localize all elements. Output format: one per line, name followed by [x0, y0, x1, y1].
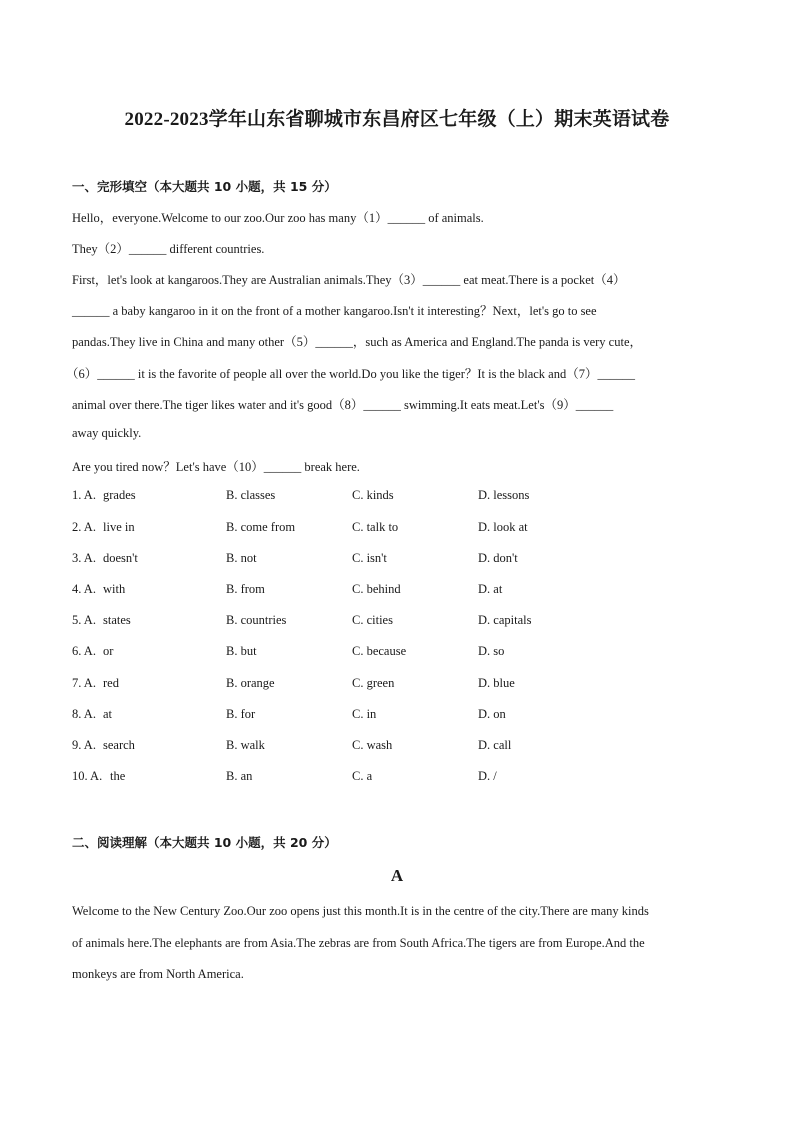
option-a: the — [110, 769, 126, 783]
option-b: B. classes — [226, 488, 276, 502]
option-c: C. in — [352, 707, 377, 721]
option-d: D. capitals — [478, 613, 532, 627]
option-a: with — [103, 582, 126, 596]
passage-line: Hello，everyone.Welcome to our zoo.Our zoo has many（1）______ of animals. — [72, 211, 484, 225]
option-a: live in — [103, 520, 135, 534]
option-c: C. a — [352, 769, 373, 783]
question-number: 2. A. — [72, 520, 96, 534]
option-d: D. / — [478, 769, 497, 783]
option-c: C. kinds — [352, 488, 394, 502]
option-c: C. green — [352, 676, 395, 690]
question-number: 7. A. — [72, 676, 96, 690]
option-b: B. walk — [226, 738, 265, 752]
question-number: 9. A. — [72, 738, 96, 752]
reading-passage-line: of animals here.The elephants are from Asia.The zebras are from South Africa.The tigers are from Europe.And the — [72, 936, 645, 950]
question-number: 10. A. — [72, 769, 103, 783]
question-number: 5. A. — [72, 613, 96, 627]
option-b: B. countries — [226, 613, 287, 627]
option-a: doesn't — [103, 551, 138, 565]
option-d: D. lessons — [478, 488, 530, 502]
option-a: red — [103, 676, 119, 690]
passage-line: They（2）______ different countries. — [72, 242, 265, 256]
page-title: 2022-2023学年山东省聊城市东昌府区七年级（上）期末英语试卷 — [124, 109, 670, 130]
passage-line: Are you tired now？Let's have（10）______ break here. — [72, 460, 360, 474]
option-b: B. for — [226, 707, 256, 721]
option-a: grades — [103, 488, 136, 502]
passage-line: pandas.They live in China and many other（5）______，such as America and England.The panda is very cute， — [72, 335, 642, 349]
passage-line: First，let's look at kangaroos.They are Australian animals.They（3）______ eat meat.There is a pocket（4） — [72, 273, 626, 287]
option-c: C. wash — [352, 738, 393, 752]
passage-part-label: A — [390, 866, 404, 885]
question-number: 6. A. — [72, 644, 96, 658]
section-1-heading: 一、完形填空（本大题共 10 小题，共 15 分） — [72, 179, 337, 194]
question-number: 8. A. — [72, 707, 96, 721]
option-c: C. cities — [352, 613, 393, 627]
option-d: D. on — [478, 707, 506, 721]
option-c: C. isn't — [352, 551, 387, 565]
option-b: B. come from — [226, 520, 296, 534]
question-number: 1. A. — [72, 488, 96, 502]
reading-passage-line: monkeys are from North America. — [72, 967, 244, 981]
question-number: 3. A. — [72, 551, 96, 565]
option-d: D. blue — [478, 676, 515, 690]
passage-line: animal over there.The tiger likes water and it's good（8）______ swimming.It eats meat.Let's（9）______ — [72, 398, 614, 412]
option-d: D. at — [478, 582, 503, 596]
option-b: B. from — [226, 582, 265, 596]
reading-passage-line: Welcome to the New Century Zoo.Our zoo opens just this month.It is in the centre of the city.There are many kinds — [72, 904, 649, 918]
option-d: D. so — [478, 644, 505, 658]
passage-line: ______ a baby kangaroo in it on the front of a mother kangaroo.Isn't it interesting？Next，let's go to see — [72, 304, 597, 318]
option-d: D. don't — [478, 551, 518, 565]
passage-line: away quickly. — [72, 426, 142, 440]
option-a: or — [103, 644, 114, 658]
section-2-heading: 二、阅读理解（本大题共 10 小题，共 20 分） — [72, 835, 337, 850]
option-a: at — [103, 707, 113, 721]
option-c: C. talk to — [352, 520, 399, 534]
option-b: B. not — [226, 551, 257, 565]
option-d: D. look at — [478, 520, 528, 534]
option-b: B. but — [226, 644, 257, 658]
option-c: C. because — [352, 644, 407, 658]
passage-line: （6）______ it is the favorite of people all over the world.Do you like the tiger？It is the black and（7）______ — [66, 367, 635, 381]
option-a: states — [103, 613, 131, 627]
option-b: B. orange — [226, 676, 275, 690]
option-c: C. behind — [352, 582, 401, 596]
option-b: B. an — [226, 769, 253, 783]
option-d: D. call — [478, 738, 512, 752]
option-a: search — [103, 738, 135, 752]
question-number: 4. A. — [72, 582, 96, 596]
